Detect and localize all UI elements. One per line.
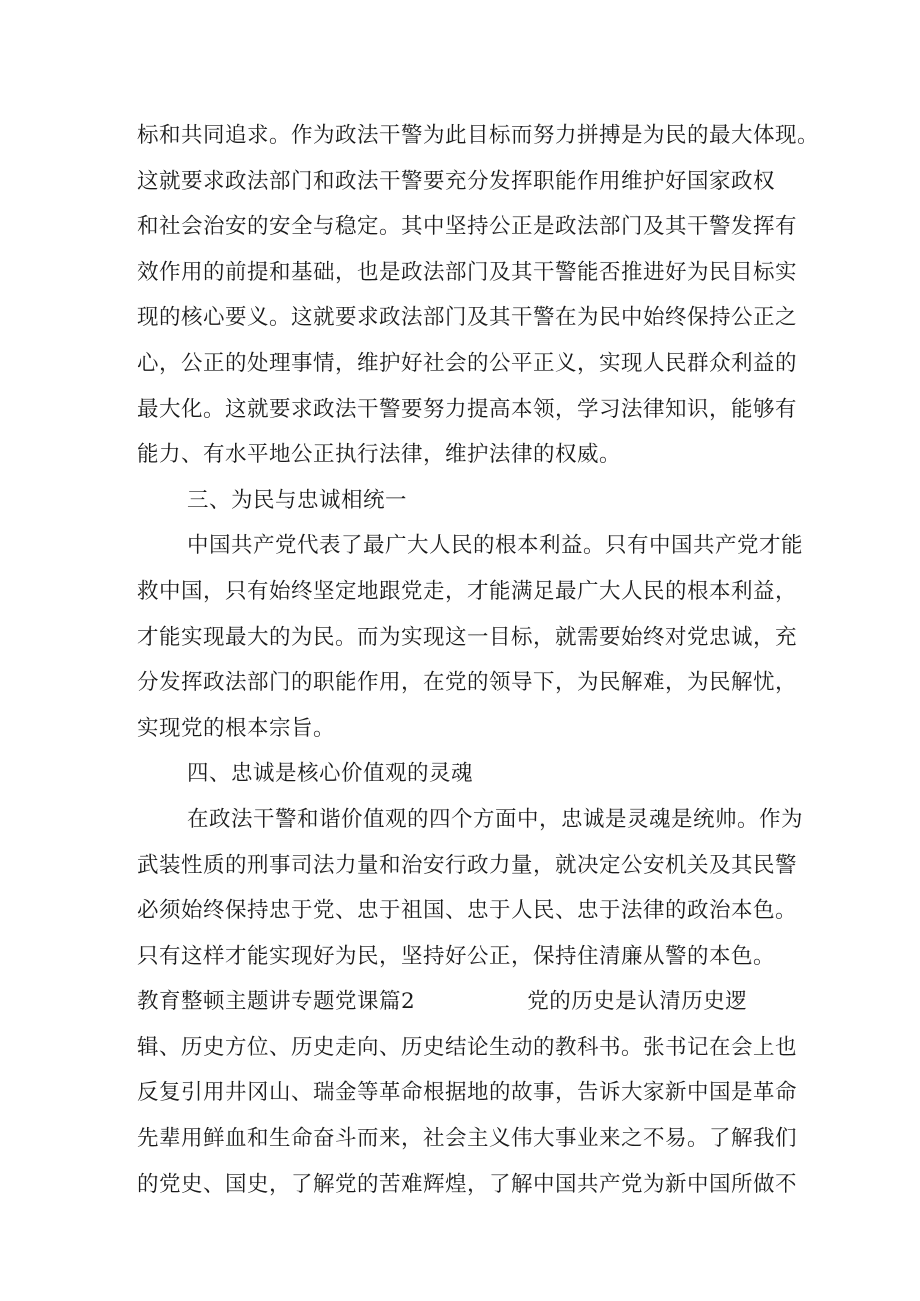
- part2-title: 教育整顿主题讲专题党课篇2: [137, 989, 416, 1015]
- paragraph-line: 现的核心要义。这就要求政法部门及其干警在为民中始终保持公正之: [137, 305, 798, 331]
- paragraph-line: 标和共同追求。作为政法干警为此目标而努力拼搏是为民的最大体现。: [137, 123, 820, 148]
- paragraph-line: 辑、历史方位、历史走向、历史结论生动的教科书。张书记在会上也: [137, 1034, 798, 1060]
- paragraph-line: 只有这样才能实现好为民，坚持好公正，保持住清廉从警的本色。: [137, 943, 776, 969]
- paragraph-line: 的党史、国史，了解党的苦难辉煌，了解中国共产党为新中国所做不: [137, 1171, 798, 1197]
- paragraph-line: 分发挥政法部门的职能作用，在党的领导下，为民解难，为民解忧，: [137, 670, 798, 696]
- paragraph-line: 武装性质的刑事司法力量和治安行政力量，就决定公安机关及其民警: [137, 852, 798, 878]
- document-body: [137, 113, 820, 1207]
- paragraph-line: 心，公正的处理事情，维护好社会的公平正义，实现人民群众利益的: [137, 350, 798, 376]
- paragraph-line: 在政法干警和谐价值观的四个方面中，忠诚是灵魂是统帅。作为: [187, 806, 804, 832]
- paragraph-line: 救中国，只有始终坚定地跟党走，才能满足最广大人民的根本利益，: [137, 578, 798, 604]
- section-heading-4: 四、忠诚是核心价值观的灵魂: [187, 761, 474, 787]
- paragraph-line: 先辈用鲜血和生命奋斗而来，社会主义伟大事业来之不易。了解我们: [137, 1126, 798, 1152]
- paragraph-line: 效作用的前提和基础，也是政法部门及其干警能否推进好为民目标实: [137, 259, 798, 285]
- paragraph-line: 这就要求政法部门和政法干警要充分发挥职能作用维护好国家政权: [137, 168, 776, 194]
- paragraph-line: 能力、有水平地公正执行法律，维护法律的权威。: [137, 442, 622, 468]
- paragraph-line: 才能实现最大的为民。而为实现这一目标，就需要始终对党忠诚，充: [137, 624, 798, 650]
- paragraph-line: 和社会治安的安全与稳定。其中坚持公正是政法部门及其干警发挥有: [137, 214, 798, 240]
- paragraph-line: 反复引用井冈山、瑞金等革命根据地的故事，告诉大家新中国是革命: [137, 1080, 798, 1106]
- part2-title-line: [137, 979, 817, 1025]
- paragraph-line: 实现党的根本宗旨。: [137, 715, 336, 741]
- paragraph-line: 中国共产党代表了最广大人民的根本利益。只有中国共产党才能: [187, 533, 804, 559]
- section-heading-3: 三、为民与忠诚相统一: [187, 487, 408, 513]
- paragraph-line: 最大化。这就要求政法干警要努力提高本领，学习法律知识，能够有: [137, 396, 798, 422]
- paragraph-line: 必须始终保持忠于党、忠于祖国、忠于人民、忠于法律的政治本色。: [137, 898, 798, 924]
- part2-first-text: 党的历史是认清历史逻: [527, 989, 748, 1015]
